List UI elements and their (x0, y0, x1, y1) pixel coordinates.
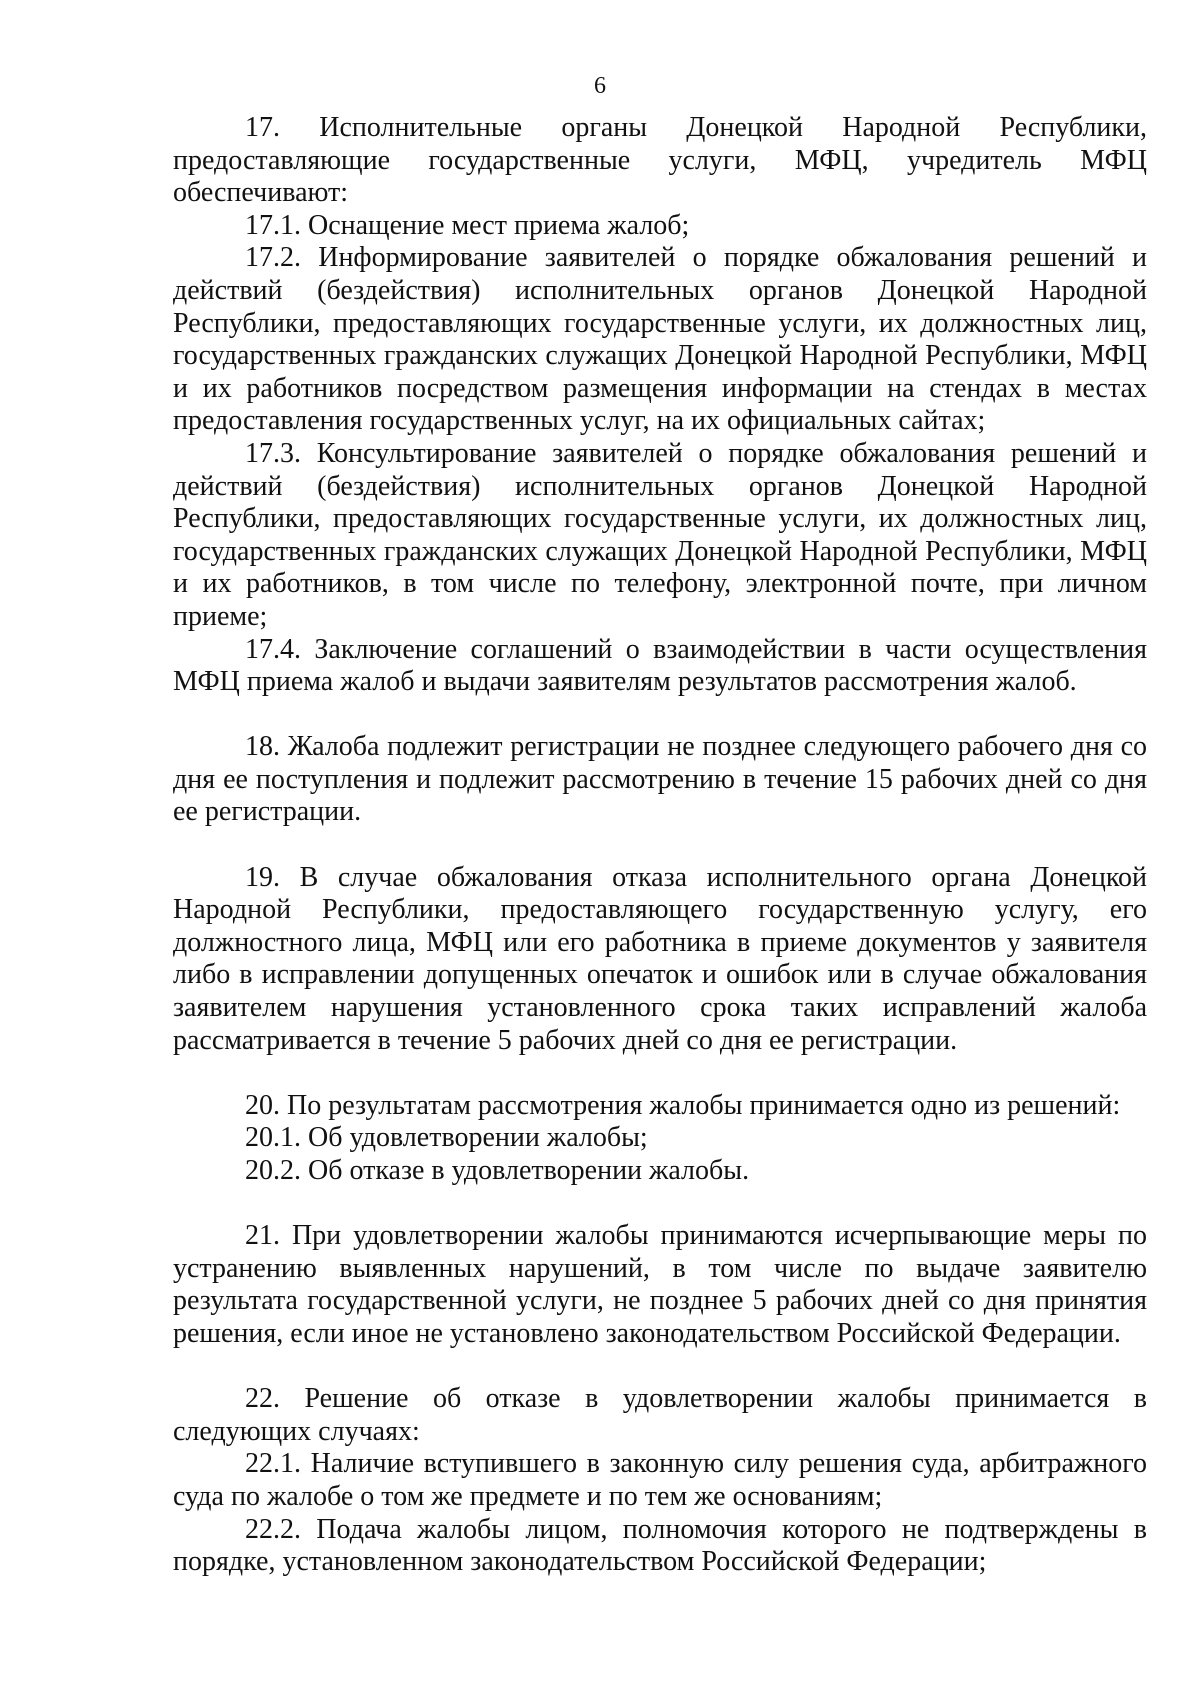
paragraph-17-3: 17.3. Консультирование заявителей о порядке обжалования решений и действий (бездействия) исполнительных органов Донецкой Народной Республики, предоставляющих государственные услуги, их должностных лиц, государственных гражданских служащих Донецкой Народной Республики, МФЦ и их работников, в том числе по телефону, электронной почте, при личном приеме; (173, 437, 1147, 632)
document-body (173, 112, 1147, 1579)
paragraph-18: 18. Жалоба подлежит регистрации не позднее следующего рабочего дня со дня ее поступления и подлежит рассмотрению в течение 15 рабочих дней со дня ее регистрации. (173, 731, 1147, 828)
paragraph-22-1: 22.1. Наличие вступившего в законную силу решения суда, арбитражного суда по жалобе о том же предмете и по тем же основаниям; (173, 1448, 1147, 1512)
paragraph-20-1: 20.1. Об удовлетворении жалобы; (245, 1122, 648, 1154)
paragraph-22-2: 22.2. Подача жалобы лицом, полномочия которого не подтверждены в порядке, установленном законодательством Российской Федерации; (173, 1513, 1147, 1578)
paragraph-20: 20. По результатам рассмотрения жалобы принимается одно из решений: (245, 1089, 1121, 1121)
paragraph-21: 21. При удовлетворении жалобы принимаются исчерпывающие меры по устранению выявленных нарушений, в том числе по выдаче заявителю результата государственной услуги, не позднее 5 рабочих дней со дня принятия решения, если иное не установлено законодательством Российской Федерации. (173, 1220, 1147, 1349)
paragraph-17-1: 17.1. Оснащение мест приема жалоб; (245, 209, 690, 241)
page-number: 6 (594, 73, 606, 99)
paragraph-22: 22. Решение об отказе в удовлетворении жалобы принимается в следующих случаях: (173, 1383, 1147, 1447)
paragraph-17: 17. Исполнительные органы Донецкой Народной Республики, предоставляющие государственные услуги, МФЦ, учредитель МФЦ обеспечивают: (173, 112, 1147, 209)
paragraph-20-2: 20.2. Об отказе в удовлетворении жалобы. (245, 1155, 750, 1186)
paragraph-17-2: 17.2. Информирование заявителей о порядке обжалования решений и действий (бездействия) исполнительных органов Донецкой Народной Республики, предоставляющих государственные услуги, их должностных лиц, государственных гражданских служащих Донецкой Народной Республики, МФЦ и их работников посредством размещения информации на стендах в местах предоставления государственных услуг, на их официальных сайтах; (173, 242, 1147, 437)
paragraph-19: 19. В случае обжалования отказа исполнительного органа Донецкой Народной Республики, предоставляющего государственную услугу, его должностного лица, МФЦ или его работника в приеме документов у заявителя либо в исправлении допущенных опечаток и ошибок или в случае обжалования заявителем нарушения установленного срока таких исправлений жалоба рассматривается в течение 5 рабочих дней со дня ее регистрации. (173, 861, 1147, 1056)
paragraph-17-4: 17.4. Заключение соглашений о взаимодействии в части осуществления МФЦ приема жалоб и выдачи заявителям результатов рассмотрения жалоб. (173, 633, 1147, 698)
